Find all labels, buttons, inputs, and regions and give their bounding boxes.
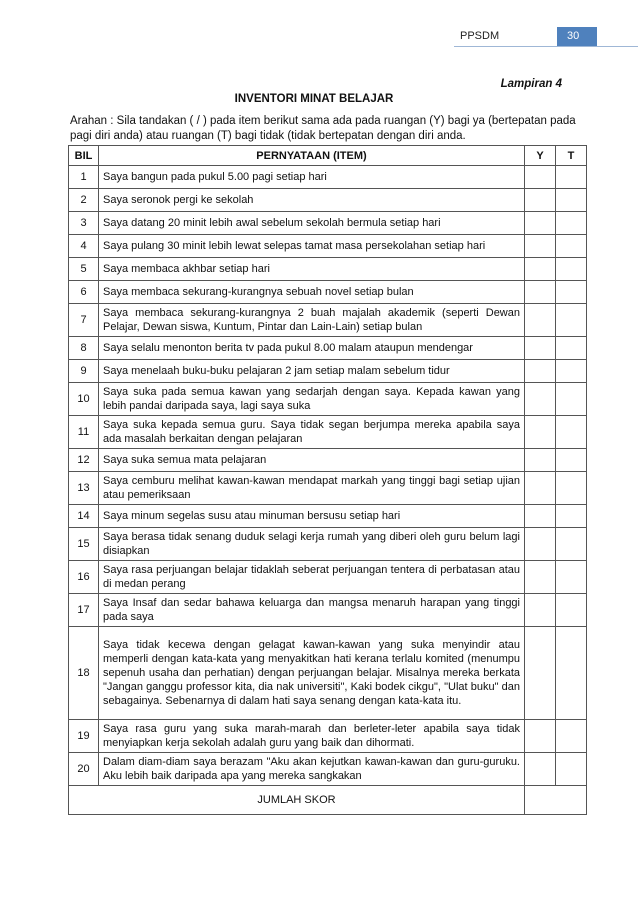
total-score-label: JUMLAH SKOR: [69, 786, 525, 815]
answer-cell-y[interactable]: [525, 720, 556, 753]
row-statement: Saya rasa guru yang suka marah-marah dan berleter-leter apabila saya tidak menyiapkan kerja sekolah adalah guru yang baik dan dihormati.: [99, 720, 525, 753]
row-number: 5: [69, 258, 99, 281]
table-row: [69, 235, 587, 258]
answer-cell-t[interactable]: [556, 258, 587, 281]
row-statement: Saya seronok pergi ke sekolah: [99, 189, 525, 212]
answer-cell-t[interactable]: [556, 383, 587, 416]
answer-cell-t[interactable]: [556, 753, 587, 786]
answer-cell-y[interactable]: [525, 304, 556, 337]
row-statement: Saya suka semua mata pelajaran: [99, 449, 525, 472]
answer-cell-t[interactable]: [556, 720, 587, 753]
answer-cell-y[interactable]: [525, 561, 556, 594]
table-row: [69, 472, 587, 505]
row-statement: Saya Insaf dan sedar bahawa keluarga dan mangsa menaruh harapan yang tinggi pada saya: [99, 594, 525, 627]
row-number: 10: [69, 383, 99, 416]
row-number: 14: [69, 505, 99, 528]
row-statement: Saya menelaah buku-buku pelajaran 2 jam setiap malam sebelum tidur: [99, 360, 525, 383]
page-number-badge: 30: [557, 27, 597, 46]
row-number: 3: [69, 212, 99, 235]
answer-cell-y[interactable]: [525, 416, 556, 449]
row-number: 15: [69, 528, 99, 561]
inventory-table: [68, 145, 587, 815]
total-row: [69, 786, 587, 815]
answer-cell-y[interactable]: [525, 166, 556, 189]
answer-cell-y[interactable]: [525, 189, 556, 212]
table-row: [69, 337, 587, 360]
appendix-label: Lampiran 4: [500, 78, 562, 90]
table-row: [69, 383, 587, 416]
answer-cell-y[interactable]: [525, 594, 556, 627]
table-row: [69, 561, 587, 594]
row-statement: Saya membaca sekurang-kurangnya 2 buah majalah akademik (seperti Dewan Pelajar, Dewan siswa, Kuntum, Pintar dan Lain-Lain) setiap bulan: [99, 304, 525, 337]
row-number: 2: [69, 189, 99, 212]
row-statement: Saya minum segelas susu atau minuman bersusu setiap hari: [99, 505, 525, 528]
table-row: [69, 594, 587, 627]
row-statement: Saya membaca akhbar setiap hari: [99, 258, 525, 281]
row-statement: Saya cemburu melihat kawan-kawan mendapat markah yang tinggi bagi setiap ujian atau pemeriksaan: [99, 472, 525, 505]
row-number: 18: [69, 627, 99, 720]
table-row: [69, 166, 587, 189]
table-row: [69, 505, 587, 528]
row-number: 17: [69, 594, 99, 627]
header-org: PPSDM: [460, 30, 500, 42]
answer-cell-t[interactable]: [556, 528, 587, 561]
row-number: 16: [69, 561, 99, 594]
answer-cell-y[interactable]: [525, 472, 556, 505]
header-bil: BIL: [69, 146, 99, 166]
table-row: [69, 258, 587, 281]
table-row: [69, 212, 587, 235]
row-number: 8: [69, 337, 99, 360]
answer-cell-y[interactable]: [525, 383, 556, 416]
row-statement: Saya bangun pada pukul 5.00 pagi setiap hari: [99, 166, 525, 189]
row-number: 12: [69, 449, 99, 472]
answer-cell-y[interactable]: [525, 212, 556, 235]
row-number: 1: [69, 166, 99, 189]
table-row: [69, 720, 587, 753]
table-header-row: [69, 146, 587, 166]
answer-cell-t[interactable]: [556, 627, 587, 720]
answer-cell-t[interactable]: [556, 166, 587, 189]
answer-cell-y[interactable]: [525, 235, 556, 258]
row-statement: Saya suka kepada semua guru. Saya tidak segan berjumpa mereka apabila saya ada masalah berkaitan dengan pelajaran: [99, 416, 525, 449]
header-y: Y: [525, 146, 556, 166]
answer-cell-t[interactable]: [556, 304, 587, 337]
answer-cell-t[interactable]: [556, 505, 587, 528]
row-number: 19: [69, 720, 99, 753]
answer-cell-t[interactable]: [556, 472, 587, 505]
answer-cell-y[interactable]: [525, 753, 556, 786]
document-title: INVENTORI MINAT BELAJAR: [234, 93, 394, 105]
answer-cell-y[interactable]: [525, 337, 556, 360]
answer-cell-t[interactable]: [556, 449, 587, 472]
answer-cell-y[interactable]: [525, 449, 556, 472]
table-row: [69, 416, 587, 449]
row-number: 7: [69, 304, 99, 337]
answer-cell-y[interactable]: [525, 528, 556, 561]
answer-cell-y[interactable]: [525, 505, 556, 528]
row-statement: Saya membaca sekurang-kurangnya sebuah novel setiap bulan: [99, 281, 525, 304]
answer-cell-t[interactable]: [556, 189, 587, 212]
row-number: 11: [69, 416, 99, 449]
answer-cell-y[interactable]: [525, 360, 556, 383]
row-statement: Saya tidak kecewa dengan gelagat kawan-kawan yang suka menyindir atau memperli dengan kata-kata yang menyakitkan hati kerana terlalu komited (menumpu sepenuh usaha dan perhatian) dengan perjuangan belajar. Misalnya mereka berkata "Jangan ganggu professor kita, dia nak universiti", Kaki bodek cikgu", "Ulat buku" dan sebagainya. Sebenarnya di dalam hati saya senang dengan kata-kata itu.: [99, 627, 525, 720]
table-row: [69, 449, 587, 472]
answer-cell-y[interactable]: [525, 258, 556, 281]
table-row: [69, 281, 587, 304]
header-divider: [454, 46, 638, 47]
table-row: [69, 528, 587, 561]
table-row: [69, 189, 587, 212]
answer-cell-t[interactable]: [556, 561, 587, 594]
answer-cell-t[interactable]: [556, 281, 587, 304]
header-t: T: [556, 146, 587, 166]
row-statement: Saya rasa perjuangan belajar tidaklah seberat perjuangan tentera di perbatasan atau di medan perang: [99, 561, 525, 594]
row-statement: Saya selalu menonton berita tv pada pukul 8.00 malam ataupun mendengar: [99, 337, 525, 360]
row-number: 13: [69, 472, 99, 505]
answer-cell-t[interactable]: [556, 594, 587, 627]
row-number: 4: [69, 235, 99, 258]
instructions-text: Arahan : Sila tandakan ( / ) pada item berikut sama ada pada ruangan (Y) bagi ya (bertepatan pada pagi diri anda) atau ruangan (T) bagi tidak (tidak bertepatan dengan diri anda.: [70, 115, 576, 142]
answer-cell-t[interactable]: [556, 337, 587, 360]
row-statement: Saya berasa tidak senang duduk selagi kerja rumah yang diberi oleh guru belum lagi disiapkan: [99, 528, 525, 561]
answer-cell-t[interactable]: [556, 235, 587, 258]
row-statement: Saya pulang 30 minit lebih lewat selepas tamat masa persekolahan setiap hari: [99, 235, 525, 258]
row-statement: Saya datang 20 minit lebih awal sebelum sekolah bermula setiap hari: [99, 212, 525, 235]
row-number: 6: [69, 281, 99, 304]
row-number: 20: [69, 753, 99, 786]
answer-cell-y[interactable]: [525, 281, 556, 304]
row-number: 9: [69, 360, 99, 383]
answer-cell-t[interactable]: [556, 212, 587, 235]
header-item: PERNYATAAN (ITEM): [99, 146, 525, 166]
table-row: [69, 360, 587, 383]
table-row: [69, 627, 587, 720]
answer-cell-y[interactable]: [525, 627, 556, 720]
answer-cell-t[interactable]: [556, 360, 587, 383]
table-row: [69, 753, 587, 786]
table-row: [69, 304, 587, 337]
row-statement: Dalam diam-diam saya berazam "Aku akan kejutkan kawan-kawan dan guru-guruku. Aku lebih baik daripada apa yang mereka sangkakan: [99, 753, 525, 786]
total-score-cell[interactable]: [525, 786, 587, 815]
answer-cell-t[interactable]: [556, 416, 587, 449]
row-statement: Saya suka pada semua kawan yang sedarjah dengan saya. Kepada kawan yang lebih pandai daripada saya, lagi saya suka: [99, 383, 525, 416]
